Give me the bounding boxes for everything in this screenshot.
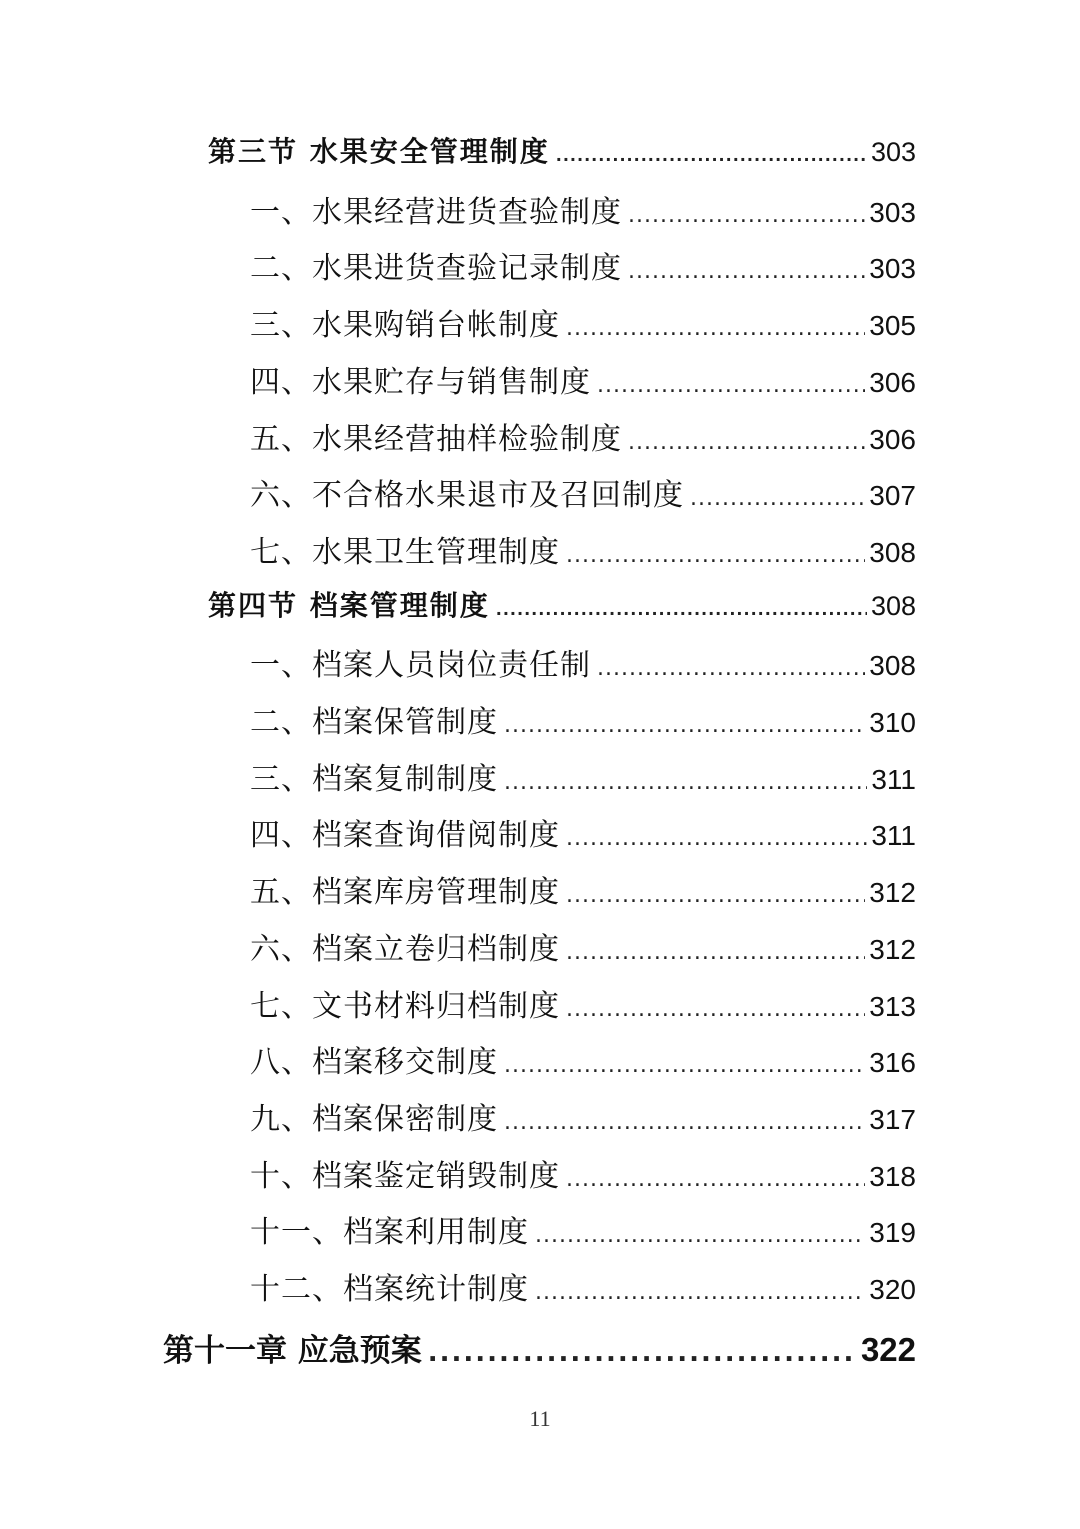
toc-entry-title: 七、水果卫生管理制度: [250, 534, 560, 570]
toc-item: [250, 810, 916, 866]
dot-leader: [597, 656, 865, 681]
dot-leader: [628, 259, 865, 284]
dot-leader: [535, 1280, 865, 1305]
toc-entry-page: 316: [869, 1047, 916, 1079]
toc-entry-title: 十一、档案利用制度: [250, 1215, 529, 1251]
toc-entry-page: 322: [860, 1330, 916, 1368]
toc-item: [250, 754, 916, 810]
toc-item: [250, 924, 916, 980]
toc-section: [208, 130, 916, 186]
toc-entry-page: 318: [869, 1160, 916, 1192]
toc-entry-title: 八、档案移交制度: [250, 1045, 498, 1081]
toc-entry-page: 307: [869, 480, 916, 512]
toc-entry-page: 317: [869, 1103, 916, 1135]
toc-entry-title: 第三节 水果安全管理制度: [208, 135, 550, 168]
toc-entry-page: 310: [869, 707, 916, 738]
dot-leader: [628, 203, 865, 228]
toc-entry-title: 四、水果贮存与销售制度: [250, 364, 591, 400]
dot-leader: [428, 1338, 857, 1368]
toc-entry-page: 306: [869, 423, 916, 455]
toc-item: [250, 414, 916, 470]
toc-entry-page: 312: [869, 877, 916, 909]
toc-item: [250, 981, 916, 1037]
page-number: 11: [529, 1406, 551, 1431]
dot-leader: [566, 826, 867, 851]
toc-entry-page: 305: [869, 310, 916, 342]
dot-leader: [504, 1053, 865, 1078]
toc-entry-title: 一、档案人员岗位责任制: [250, 648, 591, 684]
dot-leader: [566, 1167, 865, 1192]
dot-leader: [556, 146, 867, 165]
toc-entry-title: 三、档案复制制度: [250, 761, 498, 797]
toc-entry-title: 第四节 档案管理制度: [208, 588, 490, 622]
toc-section: [208, 584, 916, 640]
toc-item: [250, 470, 916, 526]
toc-entry-page: 311: [871, 820, 916, 852]
toc-entry-page: 308: [869, 650, 916, 682]
toc-item: [250, 1151, 916, 1207]
toc-item: [250, 1264, 916, 1320]
toc-entry-title: 五、档案库房管理制度: [250, 875, 560, 911]
toc-item: [250, 1094, 916, 1150]
toc-entry-page: 303: [869, 253, 916, 285]
toc-item: [250, 1037, 916, 1093]
dot-leader: [628, 430, 865, 455]
toc-entry-title: 六、不合格水果退市及召回制度: [250, 478, 684, 514]
toc-entry-page: 306: [869, 366, 916, 398]
toc-entry-title: 五、水果经营抽样检验制度: [250, 421, 622, 457]
dot-leader: [566, 316, 865, 341]
dot-leader: [690, 486, 865, 511]
toc-item: [250, 243, 916, 299]
toc-entry-page: 303: [870, 137, 916, 167]
toc-entry-title: 二、水果进货查验记录制度: [250, 251, 622, 287]
toc-item: [250, 300, 916, 356]
toc-entry-title: 十、档案鉴定销毁制度: [250, 1158, 560, 1194]
toc-entry-page: 308: [870, 590, 916, 621]
dot-leader: [566, 543, 865, 568]
toc-entry-page: 320: [869, 1274, 916, 1305]
toc-entry-title: 九、档案保密制度: [250, 1101, 498, 1137]
toc-item: [250, 357, 916, 413]
toc-entry-title: 四、档案查询借阅制度: [250, 818, 560, 854]
toc-entry-title: 七、文书材料归档制度: [250, 988, 560, 1024]
toc-entry-page: 313: [869, 990, 916, 1022]
toc-item: [250, 1207, 916, 1263]
toc-item: [250, 527, 916, 583]
toc-entry-title: 三、水果购销台帐制度: [250, 308, 560, 344]
dot-leader: [496, 600, 867, 619]
toc-item: [250, 867, 916, 923]
toc-entry-page: 312: [869, 933, 916, 965]
dot-leader: [597, 373, 865, 398]
dot-leader: [504, 770, 867, 795]
toc-chapter: [163, 1325, 916, 1381]
toc-entry-title: 二、档案保管制度: [250, 705, 498, 740]
toc-entry-title: 一、水果经营进货查验制度: [250, 194, 622, 230]
dot-leader: [566, 940, 865, 965]
toc-entry-page: 311: [871, 763, 916, 795]
toc-entry-title: 十二、档案统计制度: [250, 1272, 529, 1307]
toc-item: [250, 187, 916, 243]
dot-leader: [535, 1223, 865, 1248]
dot-leader: [566, 997, 865, 1022]
dot-leader: [566, 883, 865, 908]
toc-item: [250, 640, 916, 696]
dot-leader: [504, 1110, 865, 1135]
toc-entry-page: 308: [869, 536, 916, 568]
toc-item: [250, 697, 916, 753]
toc-entry-title: 第十一章 应急预案: [163, 1332, 422, 1369]
toc-entry-page: 303: [869, 196, 916, 228]
toc-entry-title: 六、档案立卷归档制度: [250, 931, 560, 967]
toc-entry-page: 319: [869, 1217, 916, 1249]
dot-leader: [504, 713, 865, 738]
